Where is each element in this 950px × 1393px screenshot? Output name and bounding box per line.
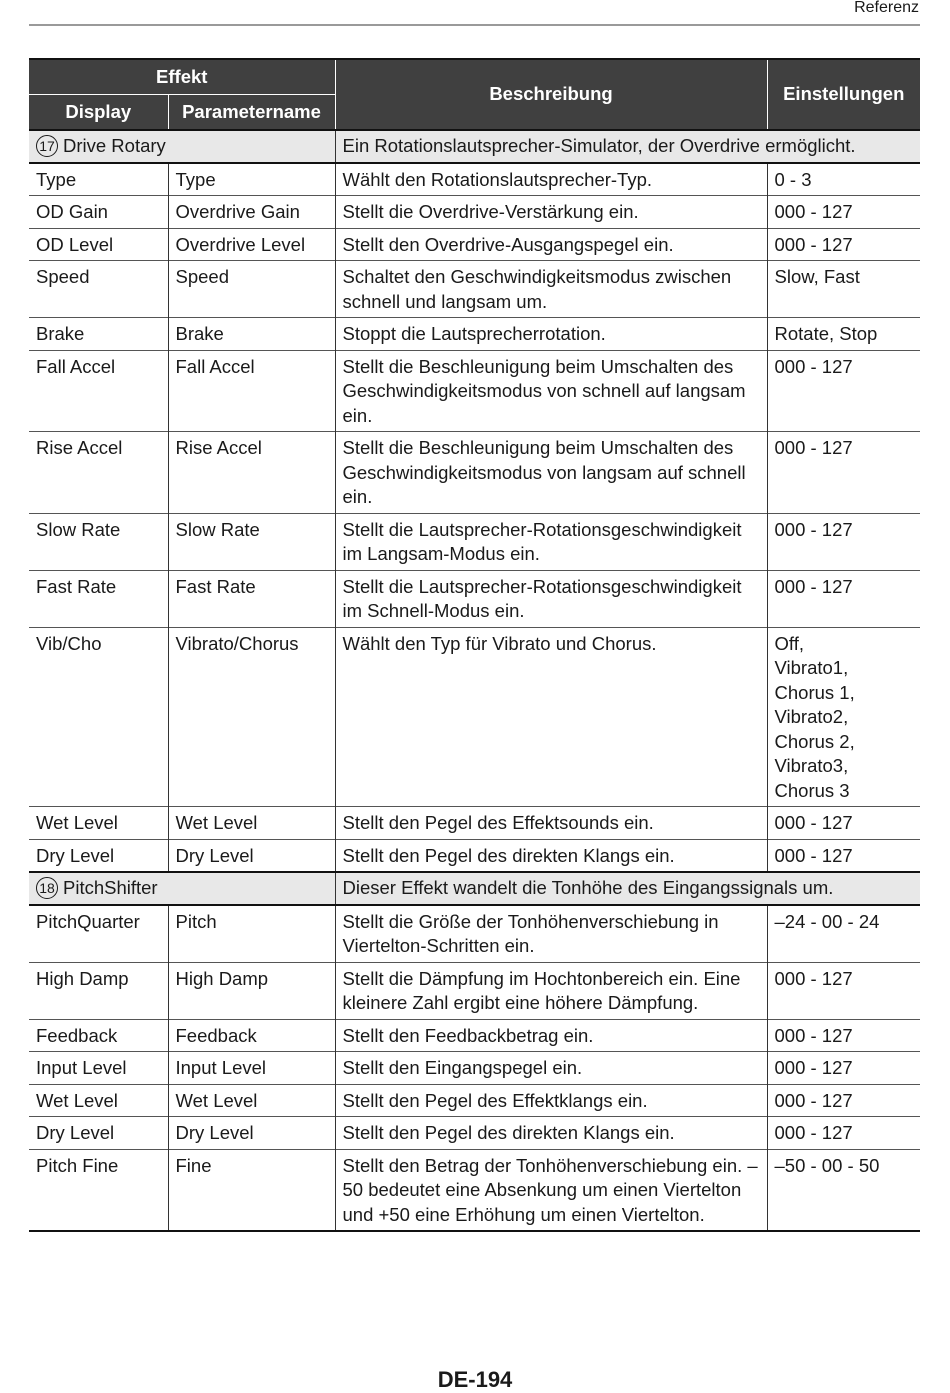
settings-cell: 000 - 127 [767,962,920,1019]
display-cell: Dry Level [29,839,168,872]
parameter-name-cell: High Damp [168,962,335,1019]
settings-cell: Rotate, Stop [767,318,920,351]
description-cell: Stellt den Pegel des direkten Klangs ein. [335,839,767,872]
display-cell: High Damp [29,962,168,1019]
display-cell: Speed [29,261,168,318]
description-cell: Stellt den Pegel des Effektklangs ein. [335,1084,767,1117]
parameter-name-cell: Speed [168,261,335,318]
table-row [29,627,920,807]
description-cell: Stellt die Beschleunigung beim Umschalten des Geschwindigkeitsmodus von langsam auf schnell ein. [335,432,767,514]
settings-cell: –24 - 00 - 24 [767,905,920,963]
display-cell: Slow Rate [29,513,168,570]
table-row [29,905,920,963]
parameter-name-cell: Feedback [168,1019,335,1052]
settings-cell: 000 - 127 [767,1084,920,1117]
settings-cell: 000 - 127 [767,807,920,840]
effect-parameter-table [29,58,920,1232]
parameter-name-cell: Dry Level [168,839,335,872]
header-display: Display [29,95,168,131]
parameter-name-cell: Input Level [168,1052,335,1085]
table-row [29,1149,920,1231]
section-description: Dieser Effekt wandelt die Tonhöhe des Eingangssignals um. [335,872,920,905]
parameter-name-cell: Slow Rate [168,513,335,570]
display-cell: Rise Accel [29,432,168,514]
settings-cell: 000 - 127 [767,350,920,432]
parameter-name-cell: Fall Accel [168,350,335,432]
display-cell: Input Level [29,1052,168,1085]
settings-cell: 0 - 3 [767,163,920,196]
table-row [29,318,920,351]
display-cell: Wet Level [29,807,168,840]
table-row [29,1117,920,1150]
parameter-name-cell: Wet Level [168,1084,335,1117]
parameter-name-cell: Vibrato/Chorus [168,627,335,807]
display-cell: Feedback [29,1019,168,1052]
page-number: DE-194 [437,1367,513,1392]
table-row [29,513,920,570]
settings-cell: 000 - 127 [767,196,920,229]
table-row [29,350,920,432]
parameter-name-cell: Fast Rate [168,570,335,627]
parameter-name-cell: Type [168,163,335,196]
settings-cell: 000 - 127 [767,432,920,514]
description-cell: Stellt die Beschleunigung beim Umschalten des Geschwindigkeitsmodus von schnell auf langsam ein. [335,350,767,432]
settings-cell: 000 - 127 [767,1052,920,1085]
header-parameter-name: Parametername [168,95,335,131]
table-row [29,570,920,627]
table-row [29,228,920,261]
settings-cell: 000 - 127 [767,1117,920,1150]
description-cell: Schaltet den Geschwindigkeitsmodus zwischen schnell und langsam um. [335,261,767,318]
settings-cell: 000 - 127 [767,513,920,570]
table-row [29,261,920,318]
settings-cell: 000 - 127 [767,839,920,872]
description-cell: Stellt den Betrag der Tonhöhenverschiebung ein. –50 bedeutet eine Absenkung um einen Viertelton und +50 eine Erhöhung um einen Viertelton. [335,1149,767,1231]
section-row [29,130,920,163]
table-row [29,163,920,196]
display-cell: OD Gain [29,196,168,229]
description-cell: Stellt den Eingangspegel ein. [335,1052,767,1085]
description-cell: Stellt die Dämpfung im Hochtonbereich ein. Eine kleinere Zahl ergibt eine höhere Dämpfung. [335,962,767,1019]
description-cell: Stellt die Lautsprecher-Rotationsgeschwindigkeit im Schnell-Modus ein. [335,570,767,627]
display-cell: Brake [29,318,168,351]
section-name: PitchShifter [63,877,158,898]
parameter-name-cell: Fine [168,1149,335,1231]
description-cell: Wählt den Rotationslautsprecher-Typ. [335,163,767,196]
header-settings: Einstellungen [767,59,920,130]
section-description: Ein Rotationslautsprecher-Simulator, der Overdrive ermöglicht. [335,130,920,163]
table-body [29,130,920,1231]
section-name: Drive Rotary [63,135,166,156]
table-header [29,59,920,130]
description-cell: Stellt den Pegel des Effektsounds ein. [335,807,767,840]
settings-cell: 000 - 127 [767,570,920,627]
display-cell: Dry Level [29,1117,168,1150]
table-row [29,432,920,514]
settings-cell: –50 - 00 - 50 [767,1149,920,1231]
description-cell: Stellt den Pegel des direkten Klangs ein. [335,1117,767,1150]
parameter-name-cell: Pitch [168,905,335,963]
table-row [29,1052,920,1085]
parameter-name-cell: Dry Level [168,1117,335,1150]
description-cell: Stellt die Lautsprecher-Rotationsgeschwindigkeit im Langsam-Modus ein. [335,513,767,570]
description-cell: Wählt den Typ für Vibrato und Chorus. [335,627,767,807]
description-cell: Stoppt die Lautsprecherrotation. [335,318,767,351]
display-cell: Vib/Cho [29,627,168,807]
header-effect: Effekt [29,59,335,95]
section-number-badge: 17 [36,135,58,157]
section-label: Referenz [854,0,919,16]
display-cell: Wet Level [29,1084,168,1117]
parameter-name-cell: Rise Accel [168,432,335,514]
parameter-name-cell: Brake [168,318,335,351]
table-row [29,807,920,840]
display-cell: Fast Rate [29,570,168,627]
section-title-cell [29,872,335,905]
description-cell: Stellt die Overdrive-Verstärkung ein. [335,196,767,229]
display-cell: PitchQuarter [29,905,168,963]
table-row [29,839,920,872]
section-title-cell [29,130,335,163]
display-cell: OD Level [29,228,168,261]
parameter-name-cell: Wet Level [168,807,335,840]
header-rule [29,24,920,26]
header-description: Beschreibung [335,59,767,130]
table-row [29,962,920,1019]
description-cell: Stellt die Größe der Tonhöhenverschiebung in Viertelton-Schritten ein. [335,905,767,963]
table-row [29,1019,920,1052]
section-number-badge: 18 [36,877,58,899]
settings-cell: 000 - 127 [767,1019,920,1052]
table-row [29,1084,920,1117]
display-cell: Fall Accel [29,350,168,432]
settings-cell: 000 - 127 [767,228,920,261]
parameter-name-cell: Overdrive Gain [168,196,335,229]
display-cell: Type [29,163,168,196]
display-cell: Pitch Fine [29,1149,168,1231]
description-cell: Stellt den Feedbackbetrag ein. [335,1019,767,1052]
table-row [29,196,920,229]
description-cell: Stellt den Overdrive-Ausgangspegel ein. [335,228,767,261]
section-row [29,872,920,905]
settings-cell: Slow, Fast [767,261,920,318]
settings-cell: Off, Vibrato1, Chorus 1, Vibrato2, Chorus 2, Vibrato3, Chorus 3 [767,627,920,807]
parameter-name-cell: Overdrive Level [168,228,335,261]
